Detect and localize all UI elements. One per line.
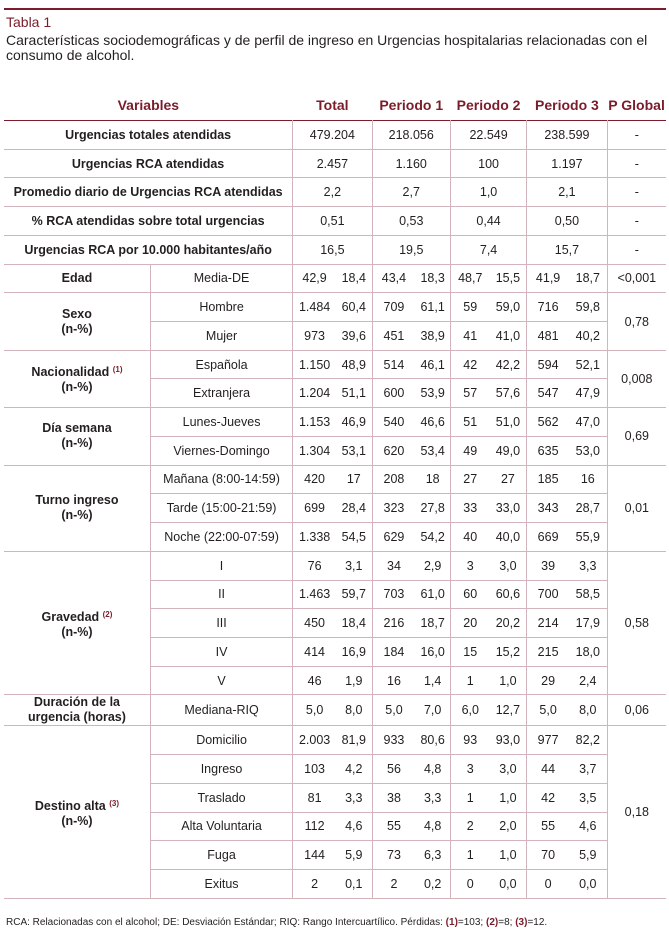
count-periodo-3: 481: [527, 322, 569, 351]
stat-periodo-1: 4,8: [415, 755, 450, 784]
summary-periodo-2: 7,4: [450, 235, 526, 264]
stat-total: 46,9: [336, 408, 372, 437]
summary-total: 2.457: [293, 149, 372, 178]
stat-periodo-2: 2,0: [490, 812, 527, 841]
table-row: [4, 726, 666, 755]
count-total: 414: [293, 637, 336, 666]
stat-periodo-3: 82,2: [569, 726, 607, 755]
stat-periodo-2: 27: [490, 465, 527, 494]
subcategory-label: Alta Voluntaria: [150, 812, 292, 841]
subcategory-label: Fuga: [150, 841, 292, 870]
count-periodo-1: 629: [372, 523, 415, 552]
group-label-text: Turno ingreso: [35, 493, 119, 508]
count-periodo-2: 60: [450, 580, 489, 609]
group-label-text: Destino alta: [34, 798, 106, 813]
count-periodo-3: 0: [527, 869, 569, 898]
count-periodo-3: 44: [527, 755, 569, 784]
table-footnote: [6, 917, 547, 928]
count-total: 5,0: [293, 695, 336, 726]
footnote-marker: (2): [102, 609, 113, 619]
summary-total: 0,51: [293, 207, 372, 236]
stat-total: 39,6: [336, 322, 372, 351]
count-periodo-2: 27: [450, 465, 489, 494]
p-global-value: 0,01: [607, 465, 666, 551]
header-total: Total: [316, 97, 349, 113]
count-periodo-3: 55: [527, 812, 569, 841]
table-row: [4, 350, 666, 379]
stat-total: 16,9: [336, 637, 372, 666]
summary-periodo-2: 100: [450, 149, 526, 178]
footnote-marker-2: (2): [486, 917, 499, 928]
summary-periodo-1: 2,7: [372, 178, 450, 207]
stat-periodo-3: 53,0: [569, 436, 607, 465]
summary-periodo-3: 2,1: [527, 178, 607, 207]
count-periodo-2: 20: [450, 609, 489, 638]
count-periodo-3: 716: [527, 293, 569, 322]
group-label-text: Gravedad: [41, 609, 100, 624]
stat-periodo-1: 38,9: [415, 322, 450, 351]
p-global-value: 0,06: [607, 695, 666, 726]
p-global-value: 0,58: [607, 551, 666, 695]
stat-total: 81,9: [336, 726, 372, 755]
subcategory-label: I: [150, 551, 292, 580]
summary-total: 479.204: [293, 121, 372, 150]
count-periodo-3: 669: [527, 523, 569, 552]
count-periodo-2: 40: [450, 523, 489, 552]
p-global-value: 0,69: [607, 408, 666, 465]
stat-periodo-2: 57,6: [490, 379, 527, 408]
count-periodo-2: 2: [450, 812, 489, 841]
stat-periodo-3: 3,7: [569, 755, 607, 784]
stat-periodo-1: 80,6: [415, 726, 450, 755]
stat-periodo-2: 33,0: [490, 494, 527, 523]
summary-total: 2,2: [293, 178, 372, 207]
stat-periodo-3: 59,8: [569, 293, 607, 322]
stat-periodo-3: 18,7: [569, 264, 607, 293]
count-periodo-2: 42: [450, 350, 489, 379]
summary-periodo-3: 238.599: [527, 121, 607, 150]
count-total: 42,9: [293, 264, 336, 293]
group-label-sub: (n-%): [61, 508, 93, 523]
count-periodo-3: 70: [527, 841, 569, 870]
summary-p-global: -: [607, 178, 666, 207]
summary-row: [4, 207, 666, 236]
subcategory-label: III: [150, 609, 292, 638]
header-periodo-2: Periodo 2: [456, 97, 521, 113]
count-total: 699: [293, 494, 336, 523]
subcategory-label: Exitus: [150, 869, 292, 898]
count-periodo-2: 51: [450, 408, 489, 437]
count-total: 144: [293, 841, 336, 870]
count-periodo-3: 41,9: [527, 264, 569, 293]
summary-periodo-2: 1,0: [450, 178, 526, 207]
summary-periodo-3: 1.197: [527, 149, 607, 178]
count-periodo-1: 709: [372, 293, 415, 322]
summary-row: [4, 149, 666, 178]
stat-periodo-3: 3,3: [569, 551, 607, 580]
count-total: 1.204: [293, 379, 336, 408]
summary-total: 16,5: [293, 235, 372, 264]
stat-periodo-2: 12,7: [490, 695, 527, 726]
stat-periodo-1: 16,0: [415, 637, 450, 666]
stat-periodo-2: 3,0: [490, 551, 527, 580]
count-periodo-2: 3: [450, 551, 489, 580]
stat-total: 60,4: [336, 293, 372, 322]
stat-periodo-1: 18,7: [415, 609, 450, 638]
stat-periodo-3: 4,6: [569, 812, 607, 841]
summary-label: Urgencias RCA atendidas: [4, 149, 293, 178]
stat-total: 53,1: [336, 436, 372, 465]
count-total: 1.338: [293, 523, 336, 552]
stat-periodo-1: 27,8: [415, 494, 450, 523]
stat-total: 8,0: [336, 695, 372, 726]
stat-periodo-2: 15,5: [490, 264, 527, 293]
subcategory-label: Española: [150, 350, 292, 379]
group-label-text: Edad: [61, 270, 93, 285]
group-label: [4, 465, 150, 551]
group-label-sub: (n-%): [61, 624, 93, 639]
stat-total: 3,1: [336, 551, 372, 580]
summary-p-global: -: [607, 121, 666, 150]
count-periodo-1: 56: [372, 755, 415, 784]
stat-periodo-3: 55,9: [569, 523, 607, 552]
summary-label: % RCA atendidas sobre total urgencias: [4, 207, 293, 236]
table-row: [4, 465, 666, 494]
count-periodo-2: 57: [450, 379, 489, 408]
group-label-sub: (n-%): [61, 380, 93, 395]
stat-periodo-2: 41,0: [490, 322, 527, 351]
summary-row: [4, 178, 666, 207]
footnote-marker-1: (1): [445, 917, 458, 928]
subcategory-label: IV: [150, 637, 292, 666]
count-periodo-3: 214: [527, 609, 569, 638]
count-periodo-2: 1: [450, 783, 489, 812]
footnote-marker: (1): [112, 365, 123, 375]
stat-periodo-1: 18,3: [415, 264, 450, 293]
subcategory-label: II: [150, 580, 292, 609]
count-periodo-1: 216: [372, 609, 415, 638]
stat-periodo-1: 6,3: [415, 841, 450, 870]
stat-total: 54,5: [336, 523, 372, 552]
count-periodo-3: 5,0: [527, 695, 569, 726]
data-table: [4, 90, 666, 899]
summary-periodo-2: 22.549: [450, 121, 526, 150]
header-row: [4, 90, 666, 121]
group-label: [4, 350, 150, 407]
count-periodo-1: 16: [372, 666, 415, 695]
stat-periodo-1: 46,6: [415, 408, 450, 437]
summary-row: [4, 121, 666, 150]
count-periodo-2: 33: [450, 494, 489, 523]
count-periodo-1: 55: [372, 812, 415, 841]
count-total: 2.003: [293, 726, 336, 755]
subcategory-label: Media-DE: [150, 264, 292, 293]
stat-periodo-1: 4,8: [415, 812, 450, 841]
header-periodo-1: Periodo 1: [379, 97, 444, 113]
summary-p-global: -: [607, 207, 666, 236]
summary-periodo-3: 0,50: [527, 207, 607, 236]
table-row: [4, 408, 666, 437]
count-periodo-1: 43,4: [372, 264, 415, 293]
stat-periodo-2: 40,0: [490, 523, 527, 552]
count-periodo-2: 15: [450, 637, 489, 666]
group-label: [4, 408, 150, 465]
summary-row: [4, 235, 666, 264]
count-periodo-3: 977: [527, 726, 569, 755]
stat-periodo-1: 1,4: [415, 666, 450, 695]
summary-periodo-2: 0,44: [450, 207, 526, 236]
stat-total: 59,7: [336, 580, 372, 609]
count-total: 46: [293, 666, 336, 695]
subcategory-label: V: [150, 666, 292, 695]
p-global-value: 0,78: [607, 293, 666, 350]
stat-periodo-2: 60,6: [490, 580, 527, 609]
stat-total: 5,9: [336, 841, 372, 870]
count-periodo-1: 184: [372, 637, 415, 666]
footnote-marker: (3): [109, 798, 120, 808]
count-periodo-3: 547: [527, 379, 569, 408]
group-label: [4, 726, 150, 898]
subcategory-label: Hombre: [150, 293, 292, 322]
group-label-text: Duración de la: [33, 695, 121, 710]
count-total: 112: [293, 812, 336, 841]
p-global-value: 0,18: [607, 726, 666, 898]
group-label-text: Sexo: [62, 306, 92, 321]
count-total: 1.153: [293, 408, 336, 437]
count-periodo-2: 1: [450, 666, 489, 695]
count-periodo-2: 3: [450, 755, 489, 784]
count-periodo-1: 38: [372, 783, 415, 812]
table-row: [4, 695, 666, 726]
subcategory-label: Tarde (15:00-21:59): [150, 494, 292, 523]
group-label-sub: urgencia (horas): [27, 710, 126, 725]
subcategory-label: Traslado: [150, 783, 292, 812]
count-total: 103: [293, 755, 336, 784]
p-global-value: 0,008: [607, 350, 666, 407]
count-periodo-2: 1: [450, 841, 489, 870]
count-periodo-1: 703: [372, 580, 415, 609]
count-total: 1.150: [293, 350, 336, 379]
stat-periodo-2: 51,0: [490, 408, 527, 437]
group-label: [4, 695, 150, 726]
count-periodo-3: 29: [527, 666, 569, 695]
count-total: 1.484: [293, 293, 336, 322]
group-label-sub: (n-%): [61, 321, 93, 336]
subcategory-label: Lunes-Jueves: [150, 408, 292, 437]
table-number: Tabla 1: [6, 14, 52, 30]
stat-periodo-1: 2,9: [415, 551, 450, 580]
summary-periodo-1: 218.056: [372, 121, 450, 150]
stat-periodo-3: 2,4: [569, 666, 607, 695]
header-periodo-3: Periodo 3: [535, 97, 599, 113]
stat-periodo-1: 54,2: [415, 523, 450, 552]
summary-label: Promedio diario de Urgencias RCA atendidas: [4, 178, 293, 207]
stat-total: 17: [336, 465, 372, 494]
count-periodo-1: 73: [372, 841, 415, 870]
group-label-sub: (n-%): [61, 436, 93, 451]
subcategory-label: Noche (22:00-07:59): [150, 523, 292, 552]
group-label-text: Nacionalidad: [31, 365, 110, 380]
stat-periodo-3: 8,0: [569, 695, 607, 726]
footnote-value-1: =103;: [457, 917, 484, 928]
subcategory-label: Mediana-RIQ: [150, 695, 292, 726]
count-periodo-1: 540: [372, 408, 415, 437]
footnote-marker-3: (3): [515, 917, 528, 928]
count-total: 76: [293, 551, 336, 580]
header-variables: Variables: [117, 97, 180, 113]
stat-periodo-3: 47,9: [569, 379, 607, 408]
stat-periodo-3: 58,5: [569, 580, 607, 609]
count-total: 420: [293, 465, 336, 494]
count-periodo-3: 185: [527, 465, 569, 494]
stat-periodo-3: 3,5: [569, 783, 607, 812]
stat-periodo-3: 16: [569, 465, 607, 494]
count-total: 450: [293, 609, 336, 638]
count-periodo-3: 594: [527, 350, 569, 379]
summary-p-global: -: [607, 235, 666, 264]
stat-periodo-1: 3,3: [415, 783, 450, 812]
count-total: 1.304: [293, 436, 336, 465]
stat-periodo-2: 1,0: [490, 783, 527, 812]
count-periodo-1: 933: [372, 726, 415, 755]
stat-periodo-2: 59,0: [490, 293, 527, 322]
stat-periodo-1: 53,4: [415, 436, 450, 465]
count-total: 1.463: [293, 580, 336, 609]
stat-periodo-1: 61,1: [415, 293, 450, 322]
subcategory-label: Ingreso: [150, 755, 292, 784]
count-total: 973: [293, 322, 336, 351]
stat-periodo-1: 0,2: [415, 869, 450, 898]
summary-periodo-1: 1.160: [372, 149, 450, 178]
stat-periodo-2: 42,2: [490, 350, 527, 379]
stat-periodo-1: 46,1: [415, 350, 450, 379]
stat-total: 4,2: [336, 755, 372, 784]
subcategory-label: Mujer: [150, 322, 292, 351]
stat-total: 18,4: [336, 264, 372, 293]
count-total: 81: [293, 783, 336, 812]
stat-periodo-2: 1,0: [490, 666, 527, 695]
count-periodo-1: 514: [372, 350, 415, 379]
stat-total: 18,4: [336, 609, 372, 638]
summary-periodo-1: 19,5: [372, 235, 450, 264]
stat-periodo-3: 17,9: [569, 609, 607, 638]
count-periodo-3: 562: [527, 408, 569, 437]
footnote-text: RCA: Relacionadas con el alcohol; DE: Desviación Estándar; RIQ: Rango Intercuartílico. Pérdidas:: [6, 917, 443, 928]
count-periodo-2: 59: [450, 293, 489, 322]
header-p-global: P Global: [608, 97, 665, 113]
group-label-sub: (n-%): [61, 813, 93, 828]
stat-periodo-3: 18,0: [569, 637, 607, 666]
count-periodo-1: 620: [372, 436, 415, 465]
p-global-value: <0,001: [607, 264, 666, 293]
count-periodo-3: 635: [527, 436, 569, 465]
summary-periodo-3: 15,7: [527, 235, 607, 264]
count-periodo-1: 600: [372, 379, 415, 408]
count-periodo-1: 2: [372, 869, 415, 898]
footnote-value-3: =12.: [527, 917, 548, 928]
stat-periodo-1: 61,0: [415, 580, 450, 609]
summary-label: Urgencias totales atendidas: [4, 121, 293, 150]
stat-periodo-2: 49,0: [490, 436, 527, 465]
stat-periodo-1: 53,9: [415, 379, 450, 408]
stat-periodo-3: 52,1: [569, 350, 607, 379]
stat-periodo-2: 1,0: [490, 841, 527, 870]
stat-periodo-3: 0,0: [569, 869, 607, 898]
count-periodo-3: 700: [527, 580, 569, 609]
count-periodo-2: 6,0: [450, 695, 489, 726]
subcategory-label: Viernes-Domingo: [150, 436, 292, 465]
table-row: [4, 551, 666, 580]
count-periodo-2: 48,7: [450, 264, 489, 293]
stat-periodo-2: 15,2: [490, 637, 527, 666]
summary-p-global: -: [607, 149, 666, 178]
subcategory-label: Domicilio: [150, 726, 292, 755]
count-periodo-2: 41: [450, 322, 489, 351]
stat-total: 51,1: [336, 379, 372, 408]
count-periodo-3: 343: [527, 494, 569, 523]
group-label: [4, 264, 150, 293]
table-row: [4, 264, 666, 293]
count-periodo-1: 5,0: [372, 695, 415, 726]
count-periodo-3: 42: [527, 783, 569, 812]
subcategory-label: Extranjera: [150, 379, 292, 408]
count-periodo-3: 39: [527, 551, 569, 580]
stat-total: 28,4: [336, 494, 372, 523]
subcategory-label: Mañana (8:00-14:59): [150, 465, 292, 494]
stat-total: 0,1: [336, 869, 372, 898]
count-periodo-1: 323: [372, 494, 415, 523]
stat-periodo-2: 0,0: [490, 869, 527, 898]
footnote-value-2: =8;: [498, 917, 513, 928]
stat-periodo-2: 20,2: [490, 609, 527, 638]
stat-periodo-2: 3,0: [490, 755, 527, 784]
summary-periodo-1: 0,53: [372, 207, 450, 236]
table-row: [4, 293, 666, 322]
group-label: [4, 551, 150, 695]
stat-periodo-2: 93,0: [490, 726, 527, 755]
stat-periodo-3: 47,0: [569, 408, 607, 437]
count-periodo-2: 0: [450, 869, 489, 898]
stat-periodo-1: 7,0: [415, 695, 450, 726]
count-total: 2: [293, 869, 336, 898]
group-label-text: Día semana: [42, 421, 112, 436]
stat-periodo-3: 40,2: [569, 322, 607, 351]
table-caption: Características sociodemográficas y de perfil de ingreso en Urgencias hospitalarias relacionadas con el consumo de alcohol.: [6, 32, 648, 63]
stat-total: 3,3: [336, 783, 372, 812]
stat-total: 48,9: [336, 350, 372, 379]
stat-total: 1,9: [336, 666, 372, 695]
count-periodo-2: 49: [450, 436, 489, 465]
stat-periodo-1: 18: [415, 465, 450, 494]
count-periodo-2: 93: [450, 726, 489, 755]
stat-total: 4,6: [336, 812, 372, 841]
top-rule: [4, 8, 666, 10]
count-periodo-1: 451: [372, 322, 415, 351]
count-periodo-1: 34: [372, 551, 415, 580]
stat-periodo-3: 28,7: [569, 494, 607, 523]
summary-label: Urgencias RCA por 10.000 habitantes/año: [4, 235, 293, 264]
stat-periodo-3: 5,9: [569, 841, 607, 870]
count-periodo-3: 215: [527, 637, 569, 666]
count-periodo-1: 208: [372, 465, 415, 494]
group-label: [4, 293, 150, 350]
